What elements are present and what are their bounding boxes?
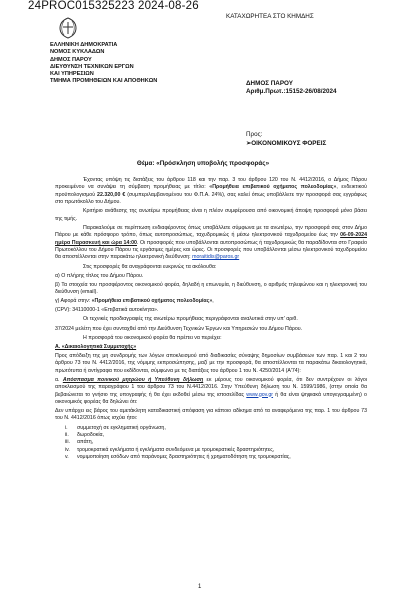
list-number: i. [65,424,68,431]
list-item [55,447,367,454]
paragraph: α) Ο πλήρης τίτλος του Δήμου Πάρου. [55,272,144,279]
text: , ενδεικτικού προϋπολογισμού [55,184,368,198]
list-text: δωροδοκία, [77,431,105,438]
reference-block [246,80,337,96]
list-item [55,432,367,439]
paragraph: Δεν υπάρχει εις βάρος του αμετάκλητη καταδικαστική απόφαση για κάποιο αδίκημα από τα αναφερόμενα της παρ. 1 του άρθρου 73 του Ν. 4412/2016 όπως ισχύει ήτοι: [55,408,367,422]
recipient-label: Προς: [246,131,263,138]
recipient-name: ➢ΟΙΚΟΝΟΜΙΚΟΥΣ ΦΟΡΕΙΣ [246,140,327,147]
document-body [55,177,367,462]
subject-line: Θέμα: «Πρόσκληση υποβολής προσφοράς» [136,160,270,167]
text: . Οι προσφορές που υποβάλλονται αυτοπροσώπως ή ταχυδρομικώς θα παραδίδονται στο Γραφείο Πρωτοκόλλου του Δήμου Πάρου τις εργάσιμες ημέρες και ώρες. Οι προσφορές που υποβάλλονται μέσω ηλεκτρονικού ταχυδρομείου θα αποστέλλονται στην παρακάτω ηλεκτρονική διεύθυνση: [55,239,367,261]
text: , [212,298,214,305]
paragraph: 37/2024 μελέτη που έχει συνταχθεί από την Διεύθυνση Τεχνικών Έργων και Υπηρεσιών του Δήμου Πάρου. [55,325,303,332]
greek-emblem-icon [58,17,78,39]
issuer-line: ΕΛΛΗΝΙΚΗ ΔΗΜΟΚΡΑΤΙΑ [50,42,118,48]
paragraph [55,377,367,407]
issuer-line: ΝΟΜΟΣ ΚΥΚΛΑΔΩΝ [50,49,105,56]
list-text: συμμετοχή σε εγκληματική οργάνωση, [77,424,166,431]
issuer-line: ΚΑΙ ΥΠΗΡΕΣΙΩΝ [50,71,94,78]
section-heading: Α. «Δικαιολογητικά Συμμετοχής» [55,343,137,350]
page-number: 1 [198,584,202,590]
text: εκ μέρους του οικονομικού φορέα, ότι δεν συντρέχουν οι λόγοι αποκλεισμού της παραγράφου 1 του άρθρου 73 του Ν.4412/2016. Στην Υπεύθυνη δήλωση του Ν. 1599/1986, (στην οποία θα βεβαιώνεται το γνήσιο της υπογραφής ή θα έχει εκδοθεί μέσω της ιστοσελίδας [55,376,368,398]
paragraph: β) Τα στοιχεία του προσφέροντος οικονομικού φορέα, δηλαδή η επωνυμία, η διεύθυνση, ο αριθμός τηλεφώνου και η ηλεκτρονική του διεύθυνση (email). [55,281,367,296]
procurement-title: «Προμήθεια επιβατικού οχήματος πολεοδομίας» [91,298,213,305]
paragraph: Στις προσφορές θα αναγράφονται ευκρινώς τα ακόλουθα: [83,263,217,270]
paragraph: Η προσφορά του οικονομικού φορέα θα πρέπει να περιέχει: [83,334,222,341]
text: ή θα είναι ψηφιακά υπογεγραμμένη) ο οικονομικός φορέας θα δηλώνει ότι: [55,391,367,405]
issuer-line: ΤΜΗΜΑ ΠΡΟΜΗΘΕΙΩΝ ΚΑΙ ΑΠΟΘΗΚΩΝ [50,78,158,85]
kimdis-note: ΚΑΤΑΧΩΡΗΤΕΑ ΣΤΟ ΚΗΜΔΗΣ [226,13,314,20]
text: (συμπεριλαμβανομένου του Φ.Π.Α. 24%), σας καλεί όπως υποβάλλετε την προσφορά σας εγγράφως στο πρωτόκολλο του Δήμου. [55,191,368,206]
list-number: iii. [65,439,70,446]
text: Έχοντας υπόψη τις διατάξεις του άρθρου 118 και την παρ. 3 του άρθρου 120 του Ν. 4412/2016, ο Δήμος Πάρου προκειμένου να συνάψει τη σύμβαση προμήθειας με τίτλο: [55,177,367,191]
deadline: 06-09-2024 ημέρα Παρασκευή και ώρα 14:00 [55,232,367,246]
paragraph: Κριτήριο ανάθεσης της ανωτέρω προμήθειας είναι η πλέον συμφέρουσα από οικονομική άποψη προσφορά μόνο βάσει της τιμής. [55,208,367,222]
paragraph [55,298,367,305]
municipality-name: ΔΗΜΟΣ ΠΑΡΟΥ [246,80,293,87]
text: γ) Αφορά στην: [55,298,92,305]
list-item [55,425,367,432]
criminal-record-item: Απόσπασμα ποινικού μητρώου ή Υπεύθυνη δήλωση [62,376,204,383]
list-text: τρομοκρατικά εγκλήματα ή εγκλήματα συνδεόμενα με τρομοκρατικές δραστηριότητες, [77,446,275,453]
recipient-block [246,130,326,148]
issuer-line: ΔΗΜΟΣ ΠΑΡΟΥ [50,56,92,63]
paragraph: Οι τεχνικές προδιαγραφές της ανωτέρω προμήθειας περιγράφονται αναλυτικά στην υπ' αριθ. [83,316,298,323]
paragraph: Προς απόδειξη της μη συνδρομής των λόγων αποκλεισμού από διαδικασίες σύναψης δημοσίων συμβάσεων των παρ. 1 και 2 του άρθρου 73 του Ν. 4412/2016, της νόμιμης εκπροσώπησης, μαζί με την προσφορά, θα αποστέλλονται τα παρακάτω δικαιολογητικά, πρωτότυπα ή αντίγραφα που εκδίδονται, σύμφωνα με τις διατάξεις του άρθρου 1 του Ν. 4250/2014 (Α'74): [55,352,367,374]
list-text: απάτη, [77,439,94,446]
paragraph [55,177,367,207]
list-number: iv. [65,446,70,453]
list-item [55,454,367,461]
issuer-block [50,42,157,86]
procurement-title: «Προμήθεια επιβατικού οχήματος πολεοδομίας» [209,184,337,191]
list-item [55,439,367,446]
email-link[interactable]: moraitidis@paros.gr [192,254,240,261]
list-number: v. [65,454,69,461]
protocol-number: Αριθμ.Πρωτ.:15152-26/08/2024 [246,88,337,95]
text: α. [55,376,63,383]
gov-link[interactable]: www.gov.gr [246,391,274,398]
paragraph [55,225,367,262]
budget-amount: 22.320,00 € [97,191,126,198]
list-number: ii. [65,431,69,438]
text: Παρακαλούμε σε περίπτωση ενδιαφέροντος όπως υποβάλλετε σύμφωνα με τα ανωτέρω, την προσφορά σας στον Δήμο Πάρου με κάθε πρόσφορο τρόπο, όπως αυτοπροσώπως, ταχυδρομικώς ή μέσω ηλεκτρονικού ταχυδρομείου έως την [55,224,367,239]
list-text: νομιμοποίηση εσόδων από παράνομες δραστηριότητες ή χρηματοδότηση της τρομοκρατίας, [77,454,291,461]
cpv-line: (CPV): 34110000-1 «Επιβατικά αυτοκίνητα». [55,307,159,314]
document-code: 24PROC015325223 2024-08-26 [28,0,199,12]
issuer-line: ΔΙΕΥΘΥΝΣΗ ΤΕΧΝΙΚΩΝ ΕΡΓΩΝ [50,63,134,70]
